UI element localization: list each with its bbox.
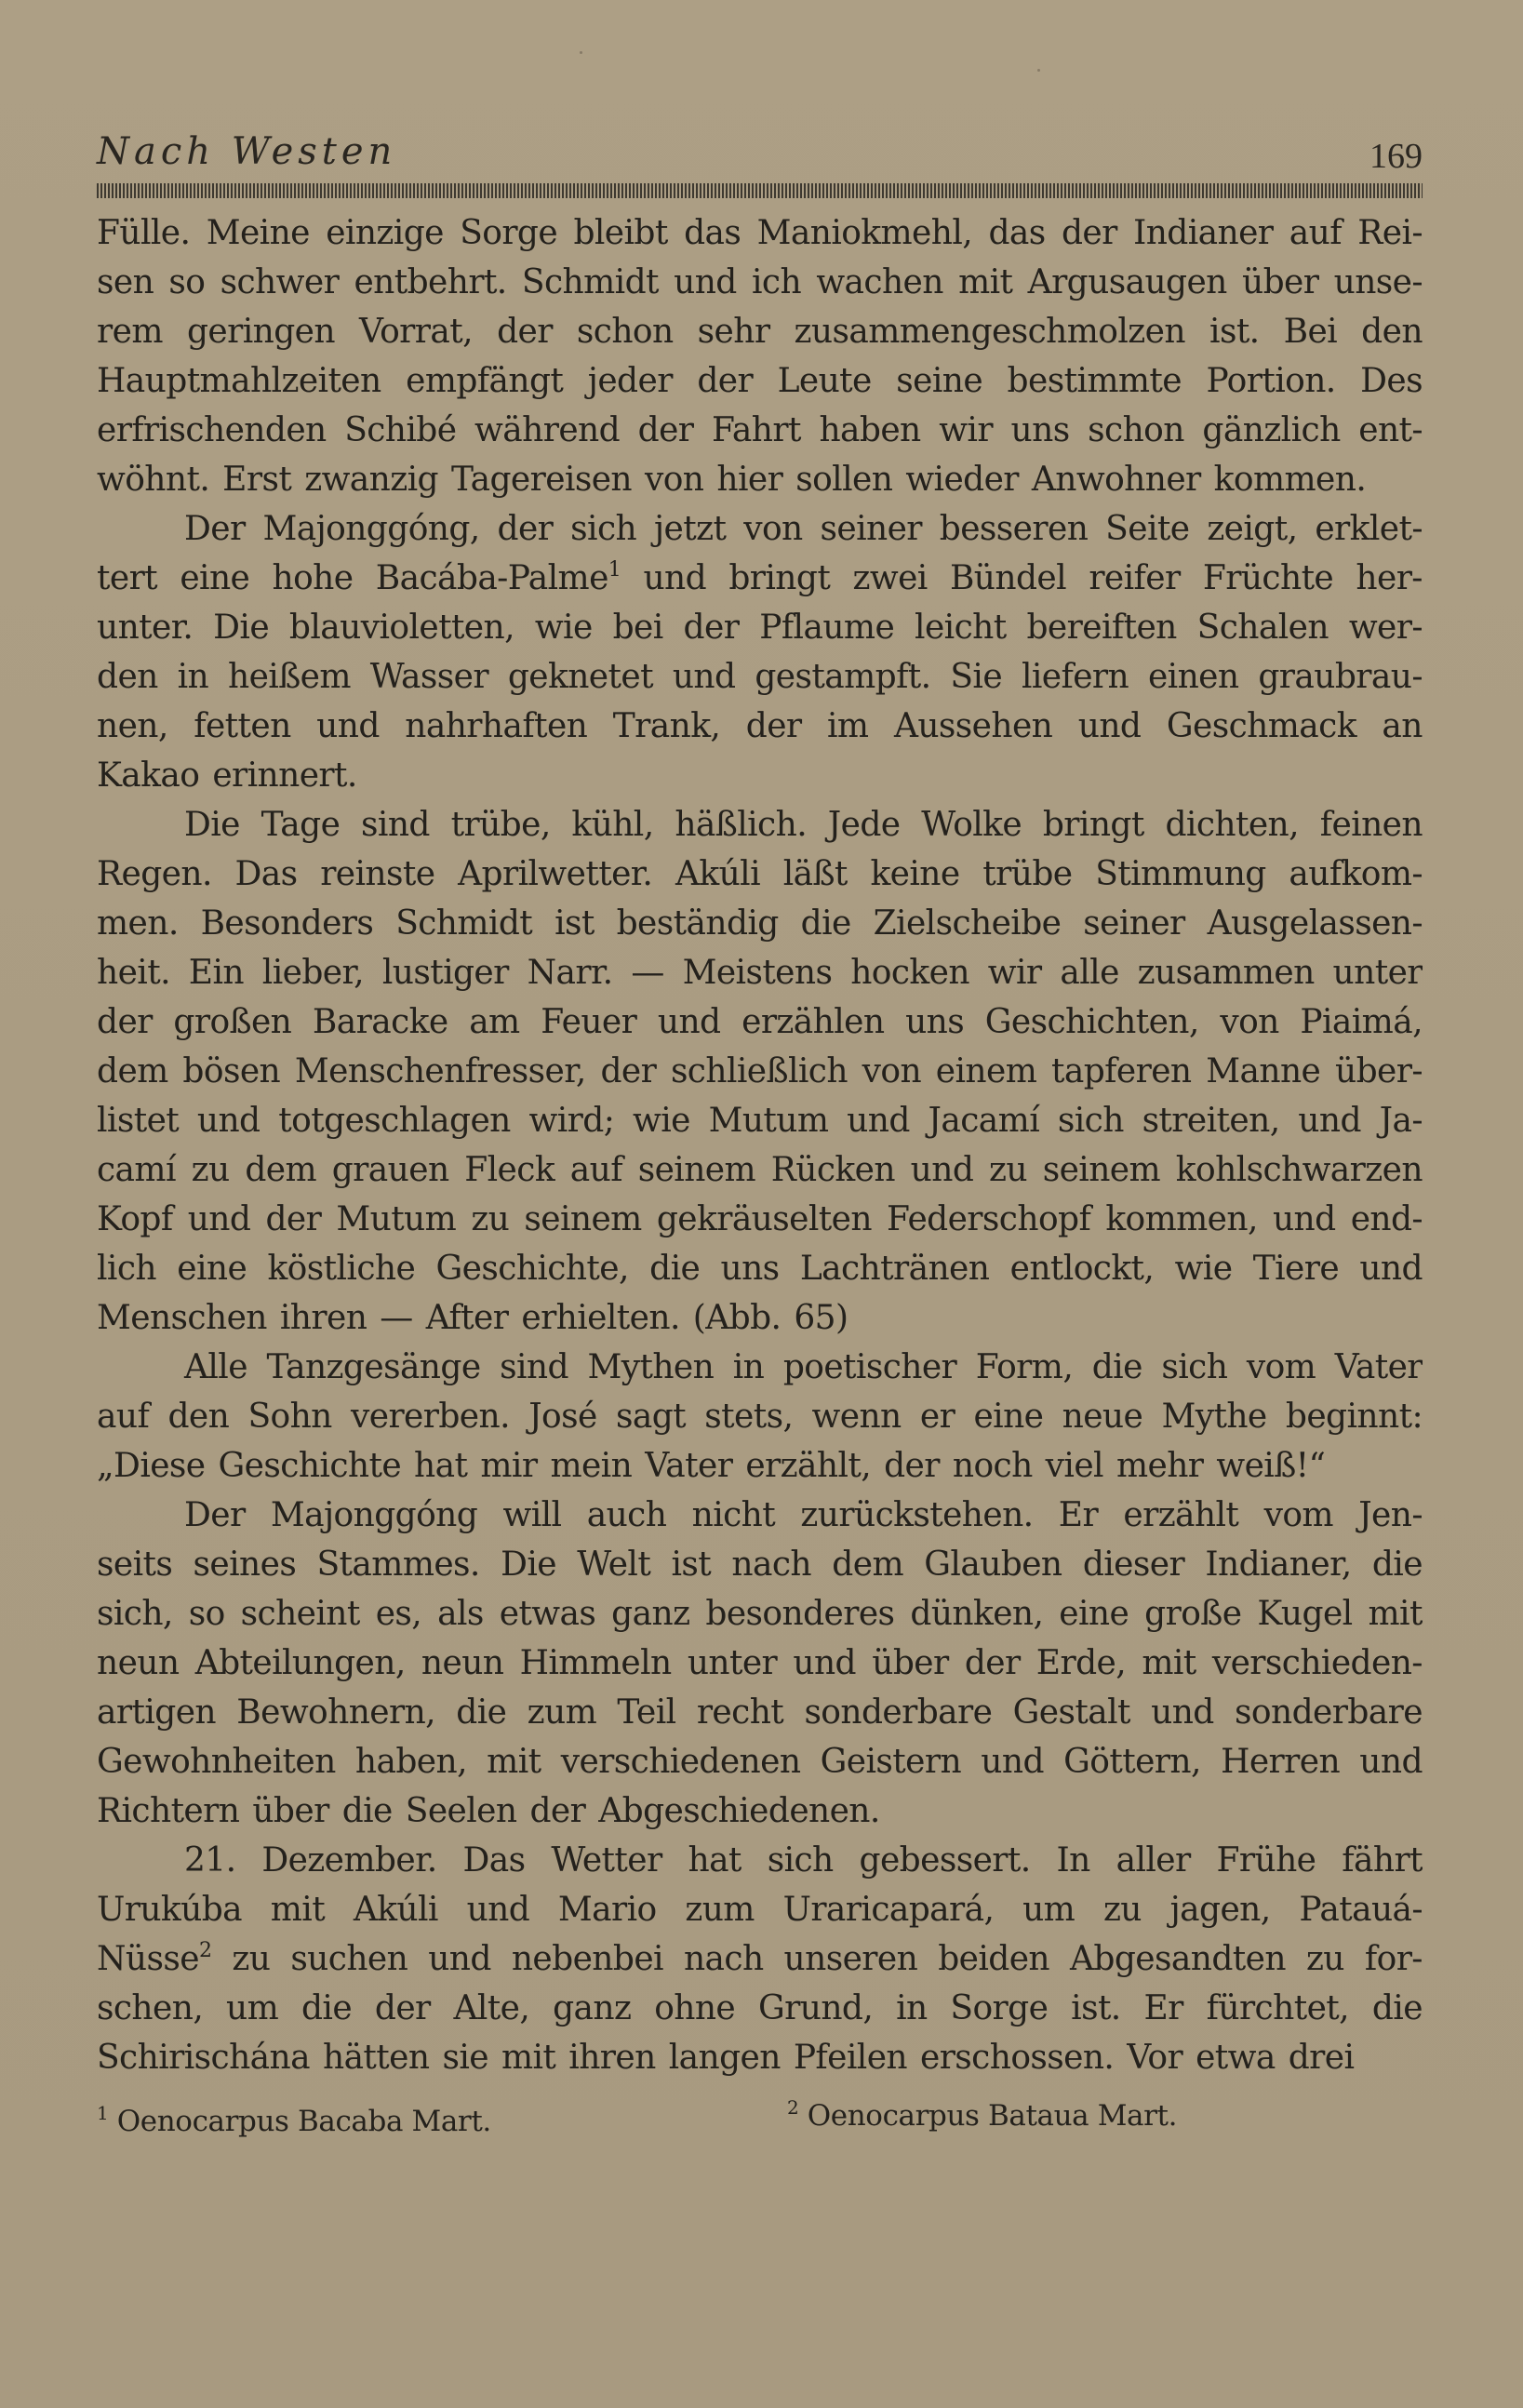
text-line: Fülle. Meine einzige Sorge bleibt das Maniokmehl, das der Indianer auf Rei- bbox=[97, 214, 1423, 252]
text-line: „Diese Geschichte hat mir mein Vater erzählt, der noch viel mehr weiß!“ bbox=[97, 1447, 1326, 1485]
text-line: lich eine köstliche Geschichte, die uns Lachtränen entlockt, wie Tiere und bbox=[97, 1250, 1423, 1288]
text-line: Die Tage sind trübe, kühl, häßlich. Jede Wolke bringt dichten, feinen bbox=[184, 806, 1423, 844]
text-line: Hauptmahlzeiten empfängt jeder der Leute seine bestimmte Portion. Des bbox=[97, 362, 1423, 400]
text-line: Urukúba mit Akúli und Mario zum Uraricapará, um zu jagen, Patauá- bbox=[97, 1891, 1423, 1929]
text-line: artigen Bewohnern, die zum Teil recht sonderbare Gestalt und sonderbare bbox=[97, 1693, 1423, 1732]
text-line: nen, fetten und nahrhaften Trank, der im Aussehen und Geschmack an bbox=[97, 707, 1423, 745]
body-text bbox=[97, 208, 1423, 2082]
running-head: Nach Westen bbox=[97, 130, 397, 173]
header-rule bbox=[97, 183, 1423, 198]
text-line: listet und totgeschlagen wird; wie Mutum und Jacamí sich streiten, und Ja- bbox=[97, 1102, 1423, 1140]
text-line: erfrischenden Schibé während der Fahrt haben wir uns schon gänzlich ent- bbox=[97, 411, 1423, 449]
footnote-1: $^1$ Oenocarpus Bacaba Mart. bbox=[97, 2102, 491, 2138]
text-line: Der Majonggóng, der sich jetzt von seiner besseren Seite zeigt, erklet- bbox=[184, 510, 1423, 548]
text-line: Alle Tanzgesänge sind Mythen in poetischer Form, die sich vom Vater bbox=[184, 1348, 1423, 1386]
footnotes bbox=[97, 2096, 1423, 2149]
text-line: der großen Baracke am Feuer und erzählen uns Geschichten, von Piaimá, bbox=[97, 1003, 1423, 1041]
text-line: auf den Sohn vererben. José sagt stets, wenn er eine neue Mythe beginnt: bbox=[97, 1398, 1423, 1436]
text-line: sich, so scheint es, als etwas ganz besonderes dünken, eine große Kugel mit bbox=[97, 1595, 1423, 1633]
text-line: neun Abteilungen, neun Himmeln unter und über der Erde, mit verschieden- bbox=[97, 1644, 1423, 1682]
text-line: 21. Dezember. Das Wetter hat sich gebessert. In aller Frühe fährt bbox=[184, 1841, 1423, 1880]
text-line: unter. Die blauvioletten, wie bei der Pflaume leicht bereiften Schalen wer- bbox=[97, 609, 1423, 647]
text-line: heit. Ein lieber, lustiger Narr. — Meistens hocken wir alle zusammen unter bbox=[97, 954, 1423, 992]
text-line: Schirischána hätten sie mit ihren langen Pfeilen erschossen. Vor etwa drei bbox=[97, 2039, 1355, 2077]
text-line: dem bösen Menschenfresser, der schließlich von einem tapferen Manne über- bbox=[97, 1052, 1423, 1090]
text-line: sen so schwer entbehrt. Schmidt und ich wachen mit Argusaugen über unse- bbox=[97, 263, 1423, 301]
text-line: schen, um die der Alte, ganz ohne Grund, in Sorge ist. Er fürchtet, die bbox=[97, 1989, 1423, 2027]
page-header bbox=[97, 130, 1423, 179]
text-line: wöhnt. Erst zwanzig Tagereisen von hier sollen wieder Anwohner kommen. bbox=[97, 461, 1367, 499]
paper-speck bbox=[1037, 69, 1040, 72]
text-line: Kakao erinnert. bbox=[97, 756, 357, 795]
text-line: Richtern über die Seelen der Abgeschiedenen. bbox=[97, 1792, 880, 1830]
text-line: Kopf und der Mutum zu seinem gekräuselten Federschopf kommen, und end- bbox=[97, 1200, 1423, 1238]
text-line: Regen. Das reinste Aprilwetter. Akúli läßt keine trübe Stimmung aufkom- bbox=[97, 855, 1423, 893]
text-line: Gewohnheiten haben, mit verschiedenen Geistern und Göttern, Herren und bbox=[97, 1743, 1423, 1781]
footnote-2: $^2$ Oenocarpus Bataua Mart. bbox=[787, 2096, 1178, 2133]
text-line: Nüsse$^2$ zu suchen und nebenbei nach unseren beiden Abgesandten zu for- bbox=[97, 1939, 1423, 1978]
paper-speck bbox=[580, 51, 582, 54]
text-line: rem geringen Vorrat, der schon sehr zusammengeschmolzen ist. Bei den bbox=[97, 313, 1423, 351]
text-line: tert eine hohe Bacába-Palme$^1$ und bringt zwei Bündel reifer Früchte her- bbox=[97, 558, 1423, 597]
text-line: seits seines Stammes. Die Welt ist nach dem Glauben dieser Indianer, die bbox=[97, 1545, 1423, 1584]
text-line: Der Majonggóng will auch nicht zurückstehen. Er erzählt vom Jen- bbox=[184, 1496, 1423, 1534]
text-line: men. Besonders Schmidt ist beständig die Zielscheibe seiner Ausgelassen- bbox=[97, 904, 1423, 943]
text-line: camí zu dem grauen Fleck auf seinem Rücken und zu seinem kohlschwarzen bbox=[97, 1151, 1423, 1189]
page-number: 169 bbox=[1369, 137, 1423, 176]
text-line: den in heißem Wasser geknetet und gestampft. Sie liefern einen graubrau- bbox=[97, 658, 1423, 696]
text-line: Menschen ihren — After erhielten. (Abb. 65) bbox=[97, 1299, 848, 1337]
